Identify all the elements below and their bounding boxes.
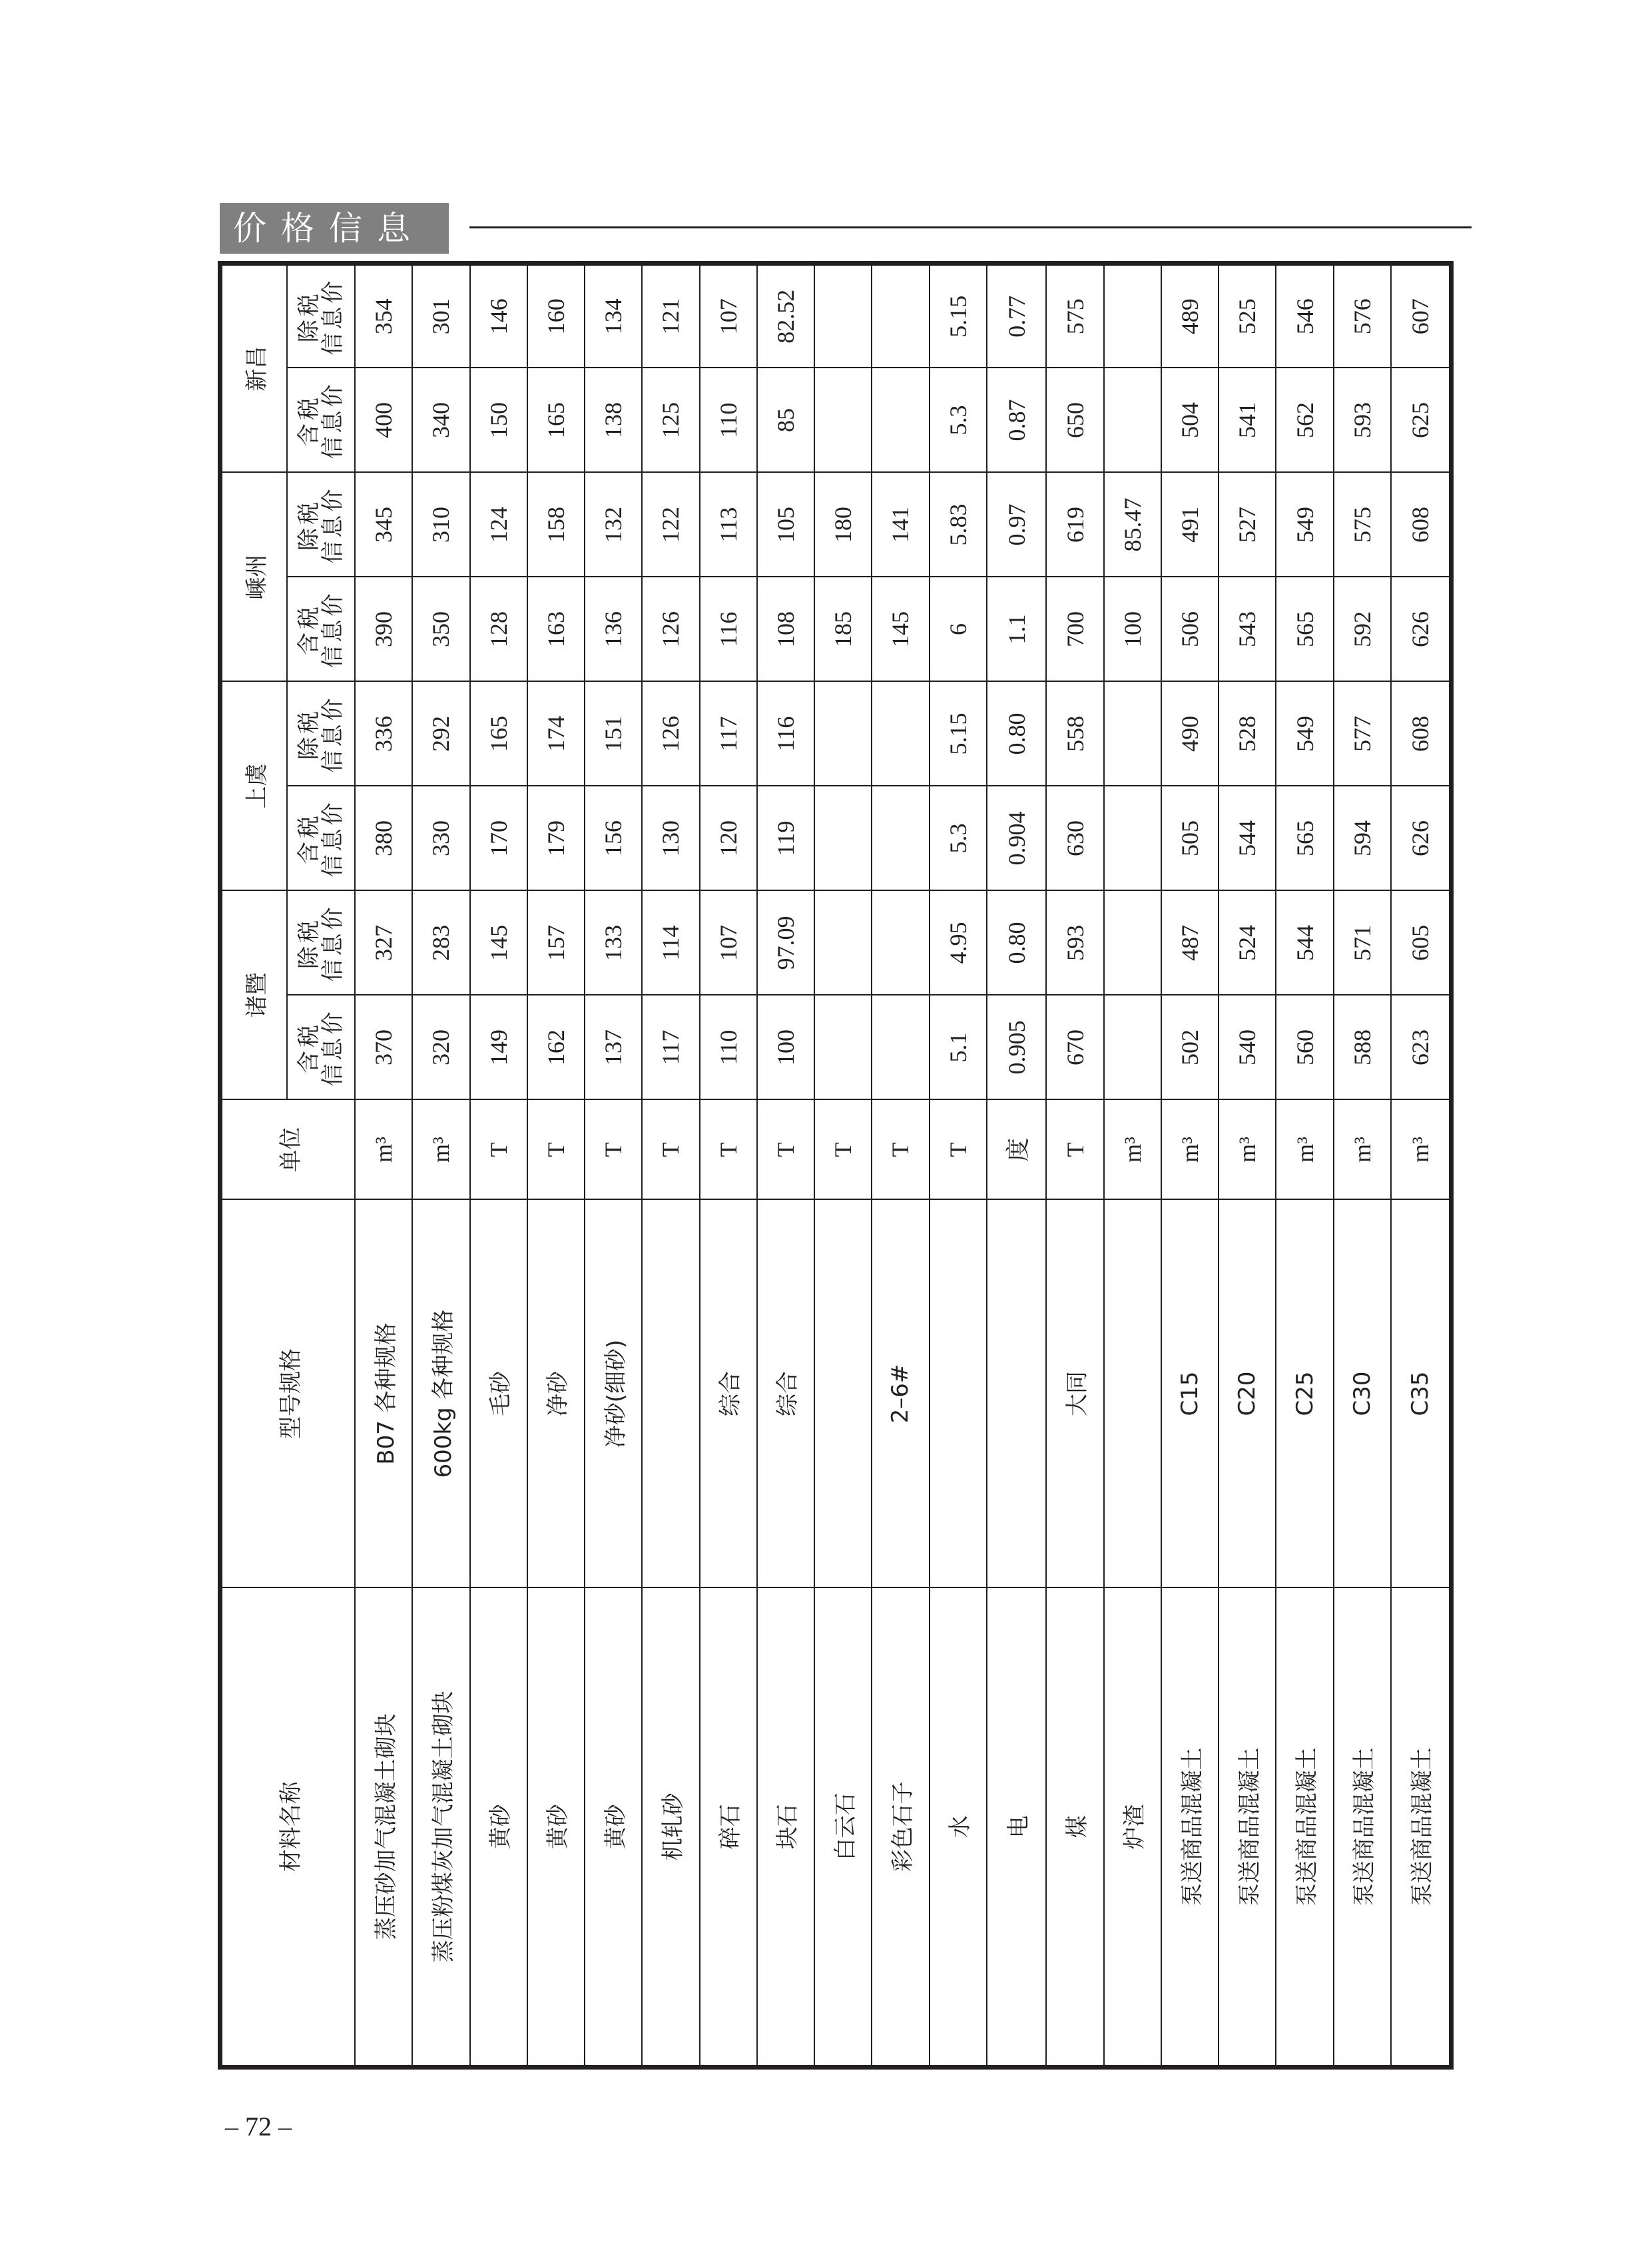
unit-cell: T	[642, 1100, 699, 1200]
price-cell	[814, 786, 872, 891]
price-cell: 149	[470, 995, 527, 1100]
price-cell: 594	[1334, 786, 1391, 891]
spec-cell: 综合	[757, 1200, 814, 1588]
price-cell: 0.97	[987, 473, 1047, 577]
spec-cell: C20	[1219, 1200, 1276, 1588]
price-cell: 85.47	[1104, 473, 1161, 577]
price-cell	[872, 786, 929, 891]
price-cell: 163	[527, 577, 585, 682]
price-cell	[872, 995, 929, 1100]
col-header-tax-incl: 含税 信息价	[287, 577, 355, 682]
price-cell: 575	[1334, 473, 1391, 577]
spec-cell: C25	[1276, 1200, 1333, 1588]
unit-cell: T	[585, 1100, 642, 1200]
price-cell: 156	[585, 786, 642, 891]
price-cell: 354	[355, 264, 412, 368]
col-header-material: 材料名称	[220, 1588, 356, 2068]
price-cell: 491	[1161, 473, 1219, 577]
price-cell	[814, 891, 872, 995]
price-cell: 125	[642, 368, 699, 473]
price-cell: 608	[1391, 473, 1452, 577]
price-cell: 151	[585, 682, 642, 786]
col-header-tax-excl: 除税 信息价	[287, 473, 355, 577]
table-row	[1104, 264, 1161, 2068]
table-row	[412, 264, 469, 2068]
price-cell: 110	[700, 368, 757, 473]
price-cell: 150	[470, 368, 527, 473]
unit-cell: m³	[412, 1100, 469, 1200]
price-cell: 336	[355, 682, 412, 786]
price-cell: 1.1	[987, 577, 1047, 682]
price-cell: 577	[1334, 682, 1391, 786]
price-cell: 626	[1391, 577, 1452, 682]
price-cell: 546	[1276, 264, 1333, 368]
material-name-cell: 白云石	[814, 1588, 872, 2068]
price-cell: 626	[1391, 786, 1452, 891]
price-cell: 380	[355, 786, 412, 891]
material-name-cell: 泵送商品混凝土	[1334, 1588, 1391, 2068]
price-cell: 565	[1276, 786, 1333, 891]
price-cell: 100	[1104, 577, 1161, 682]
price-cell: 170	[470, 786, 527, 891]
unit-cell: m³	[1219, 1100, 1276, 1200]
material-name-cell: 泵送商品混凝土	[1276, 1588, 1333, 2068]
price-cell: 165	[527, 368, 585, 473]
spec-cell: 毛砂	[470, 1200, 527, 1588]
unit-cell: T	[930, 1100, 987, 1200]
price-cell: 110	[700, 995, 757, 1100]
price-cell: 141	[872, 473, 929, 577]
price-cell: 489	[1161, 264, 1219, 368]
price-cell: 180	[814, 473, 872, 577]
table-row	[1219, 264, 1276, 2068]
table-row	[585, 264, 642, 2068]
table-row	[355, 264, 412, 2068]
price-cell: 549	[1276, 682, 1333, 786]
price-cell: 504	[1161, 368, 1219, 473]
material-name-cell: 彩色石子	[872, 1588, 929, 2068]
price-cell: 506	[1161, 577, 1219, 682]
table-row	[987, 264, 1047, 2068]
price-cell: 121	[642, 264, 699, 368]
material-name-cell: 煤	[1046, 1588, 1103, 2068]
unit-cell: T	[757, 1100, 814, 1200]
section-header-title: 价格信息	[233, 209, 425, 248]
price-cell: 544	[1276, 891, 1333, 995]
price-cell: 593	[1334, 368, 1391, 473]
price-cell: 137	[585, 995, 642, 1100]
material-name-cell: 蒸压砂加气混凝土砌块	[355, 1588, 412, 2068]
price-cell: 134	[585, 264, 642, 368]
price-cell: 100	[757, 995, 814, 1100]
material-name-cell: 黄砂	[527, 1588, 585, 2068]
price-cell: 5.1	[930, 995, 987, 1100]
price-cell: 625	[1391, 368, 1452, 473]
price-cell: 549	[1276, 473, 1333, 577]
table-row	[757, 264, 814, 2068]
price-cell	[872, 682, 929, 786]
price-cell: 5.3	[930, 368, 987, 473]
table-row	[814, 264, 872, 2068]
spec-cell: C15	[1161, 1200, 1219, 1588]
table-row	[470, 264, 527, 2068]
price-cell: 116	[700, 577, 757, 682]
table-row	[930, 264, 987, 2068]
table-row	[700, 264, 757, 2068]
material-name-cell: 机轧砂	[642, 1588, 699, 2068]
price-cell: 130	[642, 786, 699, 891]
price-cell: 540	[1219, 995, 1276, 1100]
price-cell: 0.905	[987, 995, 1047, 1100]
price-cell: 4.95	[930, 891, 987, 995]
price-cell: 114	[642, 891, 699, 995]
price-cell: 116	[757, 682, 814, 786]
price-cell: 162	[527, 995, 585, 1100]
spec-cell	[642, 1200, 699, 1588]
price-cell: 541	[1219, 368, 1276, 473]
price-cell: 107	[700, 891, 757, 995]
spec-cell	[987, 1200, 1047, 1588]
table-row	[1046, 264, 1103, 2068]
price-cell: 608	[1391, 682, 1452, 786]
price-cell: 6	[930, 577, 987, 682]
price-cell: 126	[642, 682, 699, 786]
price-cell: 5.3	[930, 786, 987, 891]
price-cell: 113	[700, 473, 757, 577]
price-cell: 593	[1046, 891, 1103, 995]
price-cell: 345	[355, 473, 412, 577]
price-cell: 565	[1276, 577, 1333, 682]
unit-cell: m³	[1276, 1100, 1333, 1200]
spec-cell: 大同	[1046, 1200, 1103, 1588]
material-name-cell: 碎石	[700, 1588, 757, 2068]
page-number: – 72 –	[225, 2112, 292, 2141]
price-cell: 310	[412, 473, 469, 577]
price-cell: 105	[757, 473, 814, 577]
material-name-cell: 水	[930, 1588, 987, 2068]
unit-cell: T	[470, 1100, 527, 1200]
price-cell: 85	[757, 368, 814, 473]
price-cell	[1104, 682, 1161, 786]
material-name-cell: 电	[987, 1588, 1047, 2068]
price-table-rotated	[218, 266, 1454, 2070]
price-cell: 525	[1219, 264, 1276, 368]
price-cell: 527	[1219, 473, 1276, 577]
price-cell: 400	[355, 368, 412, 473]
material-name-cell: 泵送商品混凝土	[1219, 1588, 1276, 2068]
price-cell: 185	[814, 577, 872, 682]
price-cell: 160	[527, 264, 585, 368]
price-cell: 370	[355, 995, 412, 1100]
price-cell: 5.15	[930, 264, 987, 368]
price-cell: 0.77	[987, 264, 1047, 368]
material-name-cell: 黄砂	[585, 1588, 642, 2068]
price-cell: 145	[872, 577, 929, 682]
unit-cell: m³	[1161, 1100, 1219, 1200]
price-cell: 292	[412, 682, 469, 786]
price-cell: 562	[1276, 368, 1333, 473]
price-cell: 619	[1046, 473, 1103, 577]
spec-cell: 综合	[700, 1200, 757, 1588]
price-cell: 543	[1219, 577, 1276, 682]
price-cell	[1104, 786, 1161, 891]
price-cell: 0.87	[987, 368, 1047, 473]
price-cell: 350	[412, 577, 469, 682]
price-cell: 575	[1046, 264, 1103, 368]
price-cell	[1104, 368, 1161, 473]
price-cell: 136	[585, 577, 642, 682]
price-cell: 145	[470, 891, 527, 995]
price-cell: 0.80	[987, 891, 1047, 995]
price-cell: 571	[1334, 891, 1391, 995]
price-cell: 490	[1161, 682, 1219, 786]
spec-cell: C35	[1391, 1200, 1452, 1588]
price-cell: 119	[757, 786, 814, 891]
price-cell: 117	[700, 682, 757, 786]
region-header: 诸暨	[220, 891, 288, 1100]
price-cell: 670	[1046, 995, 1103, 1100]
region-header: 嵊州	[220, 473, 288, 682]
unit-cell: T	[700, 1100, 757, 1200]
material-name-cell: 泵送商品混凝土	[1391, 1588, 1452, 2068]
col-header-tax-excl: 除税 信息价	[287, 264, 355, 368]
price-cell	[814, 264, 872, 368]
price-cell: 107	[700, 264, 757, 368]
material-name-cell: 蒸压粉煤灰加气混凝土砌块	[412, 1588, 469, 2068]
price-cell: 179	[527, 786, 585, 891]
price-cell: 122	[642, 473, 699, 577]
unit-cell: m³	[1391, 1100, 1452, 1200]
price-cell: 165	[470, 682, 527, 786]
price-cell: 390	[355, 577, 412, 682]
table-row	[1161, 264, 1219, 2068]
price-cell: 120	[700, 786, 757, 891]
spec-cell: B07 各种规格	[355, 1200, 412, 1588]
table-row	[642, 264, 699, 2068]
col-header-spec: 型号规格	[220, 1200, 356, 1588]
price-cell: 124	[470, 473, 527, 577]
col-header-tax-incl: 含税 信息价	[287, 786, 355, 891]
price-cell: 97.09	[757, 891, 814, 995]
unit-cell: m³	[1104, 1100, 1161, 1200]
price-cell: 340	[412, 368, 469, 473]
spec-cell	[814, 1200, 872, 1588]
price-cell: 558	[1046, 682, 1103, 786]
unit-cell: T	[872, 1100, 929, 1200]
price-cell	[1104, 264, 1161, 368]
price-cell: 283	[412, 891, 469, 995]
price-cell: 560	[1276, 995, 1333, 1100]
material-name-cell: 块石	[757, 1588, 814, 2068]
col-header-tax-incl: 含税 信息价	[287, 995, 355, 1100]
material-name-cell: 黄砂	[470, 1588, 527, 2068]
price-cell	[872, 891, 929, 995]
price-cell: 132	[585, 473, 642, 577]
price-cell	[814, 682, 872, 786]
price-cell: 487	[1161, 891, 1219, 995]
price-cell: 320	[412, 995, 469, 1100]
spec-cell: 600kg 各种规格	[412, 1200, 469, 1588]
price-cell	[814, 368, 872, 473]
unit-cell: T	[814, 1100, 872, 1200]
price-cell: 82.52	[757, 264, 814, 368]
price-cell: 5.15	[930, 682, 987, 786]
unit-cell: T	[1046, 1100, 1103, 1200]
price-cell: 327	[355, 891, 412, 995]
price-cell: 623	[1391, 995, 1452, 1100]
price-cell	[872, 264, 929, 368]
price-cell	[814, 995, 872, 1100]
price-cell	[1104, 995, 1161, 1100]
table-row	[1391, 264, 1452, 2068]
spec-cell: 净砂(细砂)	[585, 1200, 642, 1588]
col-header-unit: 单位	[220, 1100, 356, 1200]
col-header-tax-excl: 除税 信息价	[287, 891, 355, 995]
unit-cell: m³	[355, 1100, 412, 1200]
price-table	[218, 261, 1454, 2070]
price-cell: 588	[1334, 995, 1391, 1100]
table-row	[872, 264, 929, 2068]
price-cell: 117	[642, 995, 699, 1100]
price-cell: 157	[527, 891, 585, 995]
col-header-tax-incl: 含税 信息价	[287, 368, 355, 473]
price-cell: 174	[527, 682, 585, 786]
price-cell: 605	[1391, 891, 1452, 995]
col-header-tax-excl: 除税 信息价	[287, 682, 355, 786]
price-cell: 133	[585, 891, 642, 995]
price-cell: 0.904	[987, 786, 1047, 891]
price-cell: 5.83	[930, 473, 987, 577]
table-row	[1334, 264, 1391, 2068]
price-cell: 301	[412, 264, 469, 368]
spec-cell	[1104, 1200, 1161, 1588]
spec-cell: 2–6#	[872, 1200, 929, 1588]
price-cell: 576	[1334, 264, 1391, 368]
unit-cell: 度	[987, 1100, 1047, 1200]
table-row	[527, 264, 585, 2068]
region-header: 上虞	[220, 682, 288, 891]
price-cell: 138	[585, 368, 642, 473]
spec-cell: 净砂	[527, 1200, 585, 1588]
unit-cell: T	[527, 1100, 585, 1200]
unit-cell: m³	[1334, 1100, 1391, 1200]
price-cell: 592	[1334, 577, 1391, 682]
spec-cell: C30	[1334, 1200, 1391, 1588]
price-cell: 524	[1219, 891, 1276, 995]
table-row	[1276, 264, 1333, 2068]
material-name-cell: 炉渣	[1104, 1588, 1161, 2068]
price-cell: 158	[527, 473, 585, 577]
price-cell: 128	[470, 577, 527, 682]
price-cell: 650	[1046, 368, 1103, 473]
price-cell: 528	[1219, 682, 1276, 786]
region-header: 新昌	[220, 264, 288, 473]
price-cell: 126	[642, 577, 699, 682]
price-cell: 544	[1219, 786, 1276, 891]
price-cell: 502	[1161, 995, 1219, 1100]
price-cell: 330	[412, 786, 469, 891]
price-cell: 108	[757, 577, 814, 682]
price-table-frame	[218, 266, 1454, 2070]
price-cell: 505	[1161, 786, 1219, 891]
price-cell: 0.80	[987, 682, 1047, 786]
price-cell: 607	[1391, 264, 1452, 368]
price-cell: 146	[470, 264, 527, 368]
spec-cell	[930, 1200, 987, 1588]
price-cell: 630	[1046, 786, 1103, 891]
price-cell	[1104, 891, 1161, 995]
price-cell: 700	[1046, 577, 1103, 682]
material-name-cell: 泵送商品混凝土	[1161, 1588, 1219, 2068]
header-rule	[469, 226, 1472, 228]
price-cell	[872, 368, 929, 473]
